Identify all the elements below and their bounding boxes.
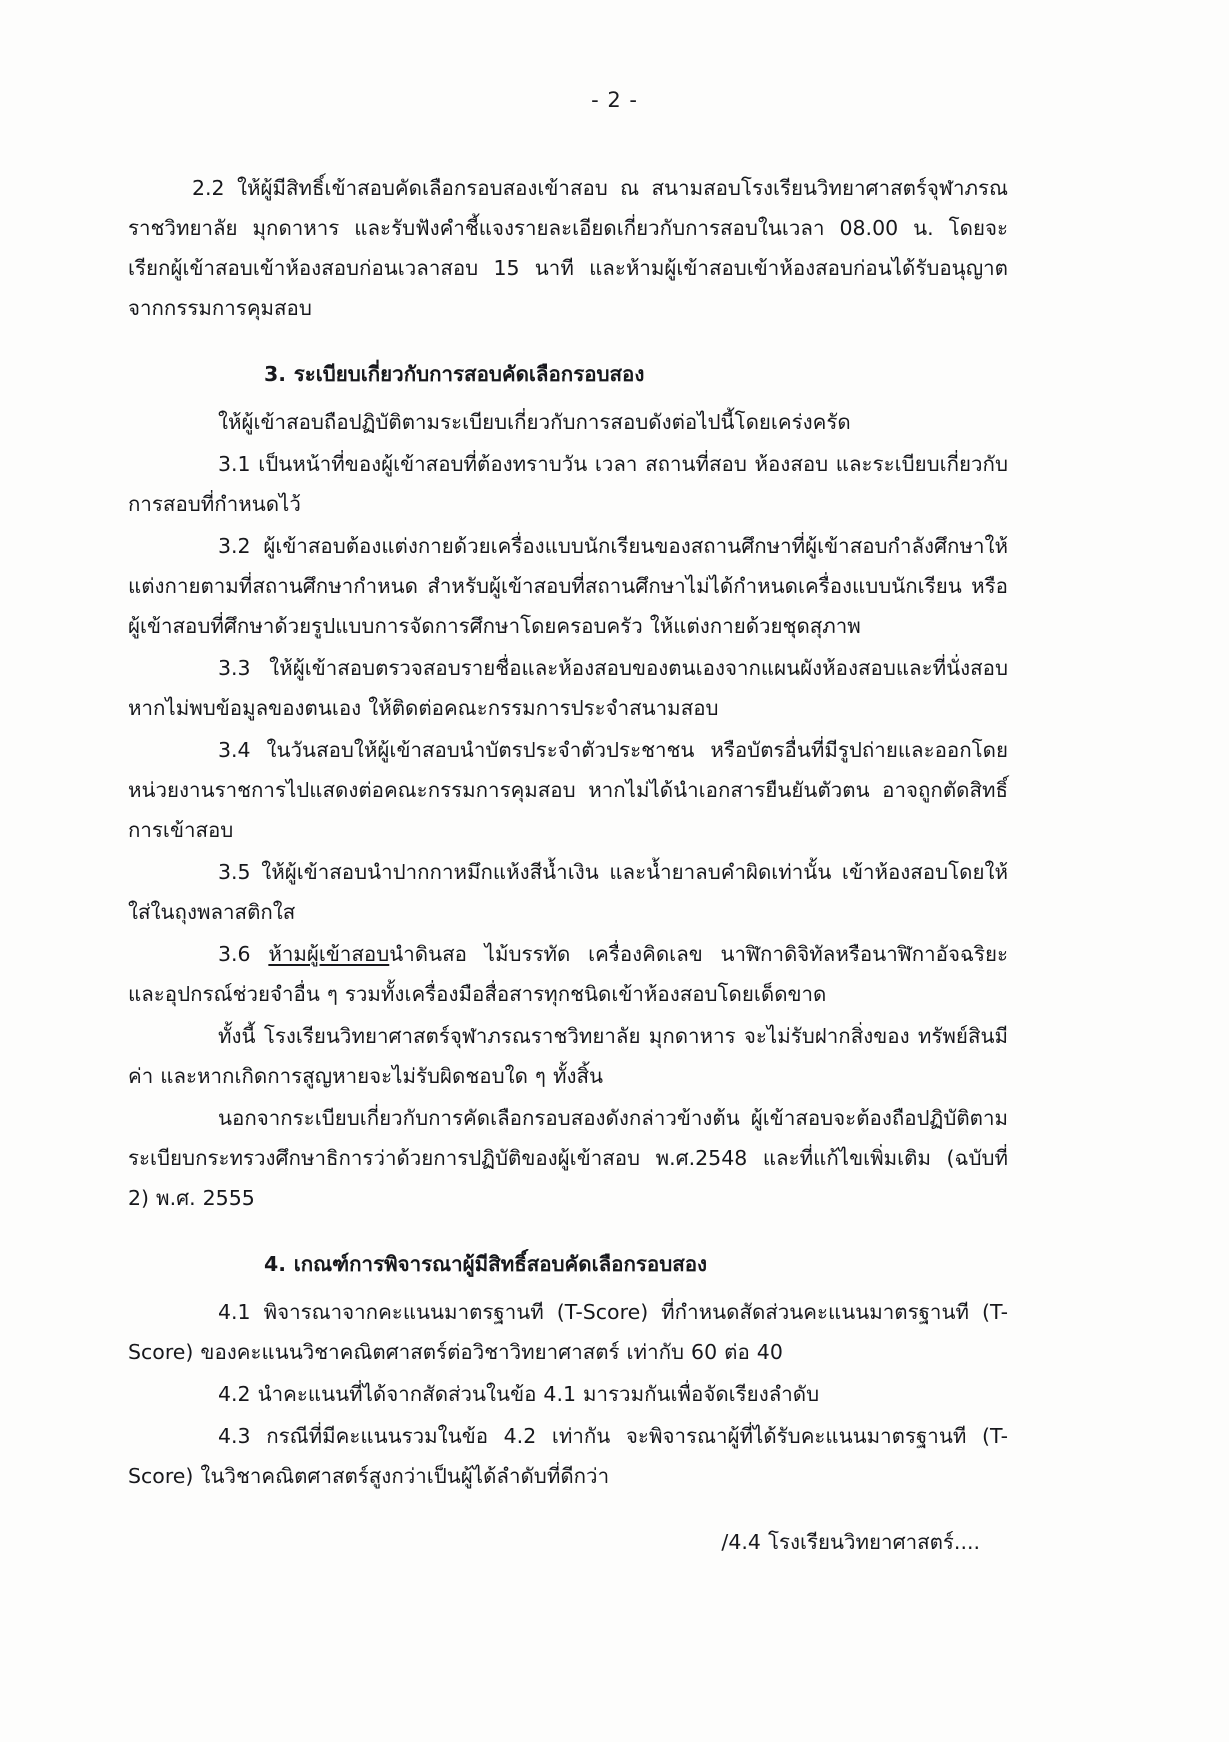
paragraph-3-6-underlined: ห้ามผู้เข้าสอบ (268, 942, 390, 966)
paragraph-3-4: 3.4 ในวันสอบให้ผู้เข้าสอบนำบัตรประจำตัวประชาชน หรือบัตรอื่นที่มีรูปถ่ายและออกโดยหน่วยงานราชการไปแสดงต่อคณะกรรมการคุมสอบ หากไม่ได้นำเอกสารยืนยันตัวตน อาจถูกตัดสิทธิ์การเข้าสอบ (128, 738, 1008, 842)
paragraph-2-2: 2.2 ให้ผู้มีสิทธิ์เข้าสอบคัดเลือกรอบสองเข้าสอบ ณ สนามสอบโรงเรียนวิทยาศาสตร์จุฬาภรณราชวิทยาลัย มุกดาหาร และรับฟังคำชี้แจงรายละเอียดเกี่ยวกับการสอบในเวลา 08.00 น. โดยจะเรียกผู้เข้าสอบเข้าห้องสอบก่อนเวลาสอบ 15 นาที และห้ามผู้เข้าสอบเข้าห้องสอบก่อนได้รับอนุญาตจากกรรมการคุมสอบ (128, 176, 1008, 320)
paragraph-3-intro: ให้ผู้เข้าสอบถือปฏิบัติตามระเบียบเกี่ยวกับการสอบดังต่อไปนี้โดยเคร่งครัด (218, 410, 851, 434)
document-body (128, 168, 1008, 1564)
paragraph-3-extra: นอกจากระเบียบเกี่ยวกับการคัดเลือกรอบสองดังกล่าวข้างต้น ผู้เข้าสอบจะต้องถือปฏิบัติตามระเบียบกระทรวงศึกษาธิการว่าด้วยการปฏิบัติของผู้เข้าสอบ พ.ศ.2548 และที่แก้ไขเพิ่มเติม (ฉบับที่ 2) พ.ศ. 2555 (128, 1106, 1008, 1210)
paragraph-3-note: ทั้งนี้ โรงเรียนวิทยาศาสตร์จุฬาภรณราชวิทยาลัย มุกดาหาร จะไม่รับฝากสิ่งของ ทรัพย์สินมีค่า และหากเกิดการสูญหายจะไม่รับผิดชอบใด ๆ ทั้งสิ้น (128, 1024, 1008, 1088)
paragraph-3-5: 3.5 ให้ผู้เข้าสอบนำปากกาหมึกแห้งสีน้ำเงิน และน้ำยาลบคำผิดเท่านั้น เข้าห้องสอบโดยให้ใส่ในถุงพลาสติกใส (128, 860, 1008, 924)
paragraph-3-3: 3.3 ให้ผู้เข้าสอบตรวจสอบรายชื่อและห้องสอบของตนเองจากแผนผังห้องสอบและที่นั่งสอบ หากไม่พบข้อมูลของตนเอง ให้ติดต่อคณะกรรมการประจำสนามสอบ (128, 656, 1008, 720)
paragraph-3-2: 3.2 ผู้เข้าสอบต้องแต่งกายด้วยเครื่องแบบนักเรียนของสถานศึกษาที่ผู้เข้าสอบกำลังศึกษาให้แต่งกายตามที่สถานศึกษากำหนด สำหรับผู้เข้าสอบที่สถานศึกษาไม่ได้กำหนดเครื่องแบบนักเรียน หรือผู้เข้าสอบที่ศึกษาด้วยรูปแบบการจัดการศึกษาโดยครอบครัว ให้แต่งกายด้วยชุดสุภาพ (128, 534, 1008, 638)
page-number: - 2 - (591, 88, 638, 112)
paragraph-4-2: 4.2 นำคะแนนที่ได้จากสัดส่วนในข้อ 4.1 มารวมกันเพื่อจัดเรียงลำดับ (218, 1382, 820, 1406)
continuation-note: /4.4 โรงเรียนวิทยาศาสตร์.... (721, 1530, 980, 1554)
section-heading-4: 4. เกณฑ์การพิจารณาผู้มีสิทธิ์สอบคัดเลือกรอบสอง (264, 1252, 708, 1276)
paragraph-4-1: 4.1 พิจารณาจากคะแนนมาตรฐานที (T-Score) ที่กำหนดสัดส่วนคะแนนมาตรฐานที (T-Score) ของคะแนนวิชาคณิตศาสตร์ต่อวิชาวิทยาศาสตร์ เท่ากับ 60 ต่อ 40 (128, 1300, 1008, 1364)
paragraph-3-6-prefix: 3.6 (218, 942, 269, 966)
paragraph-4-3: 4.3 กรณีที่มีคะแนนรวมในข้อ 4.2 เท่ากัน จะพิจารณาผู้ที่ได้รับคะแนนมาตรฐานที (T-Score) ในวิชาคณิตศาสตร์สูงกว่าเป็นผู้ได้ลำดับที่ดีกว่า (128, 1424, 1008, 1488)
paragraph-3-6 (128, 934, 1008, 1014)
paragraph-3-6-suffix: นำดินสอ ไม้บรรทัด เครื่องคิดเลข นาฬิกาดิจิทัลหรือนาฬิกาอัจฉริยะ และอุปกรณ์ช่วยจำอื่น ๆ รวมทั้งเครื่องมือสื่อสารทุกชนิดเข้าห้องสอบโดยเด็ดขาด (128, 942, 1008, 1006)
paragraph-3-1: 3.1 เป็นหน้าที่ของผู้เข้าสอบที่ต้องทราบวัน เวลา สถานที่สอบ ห้องสอบ และระเบียบเกี่ยวกับการสอบที่กำหนดไว้ (128, 452, 1008, 516)
section-heading-3: 3. ระเบียบเกี่ยวกับการสอบคัดเลือกรอบสอง (264, 362, 645, 386)
